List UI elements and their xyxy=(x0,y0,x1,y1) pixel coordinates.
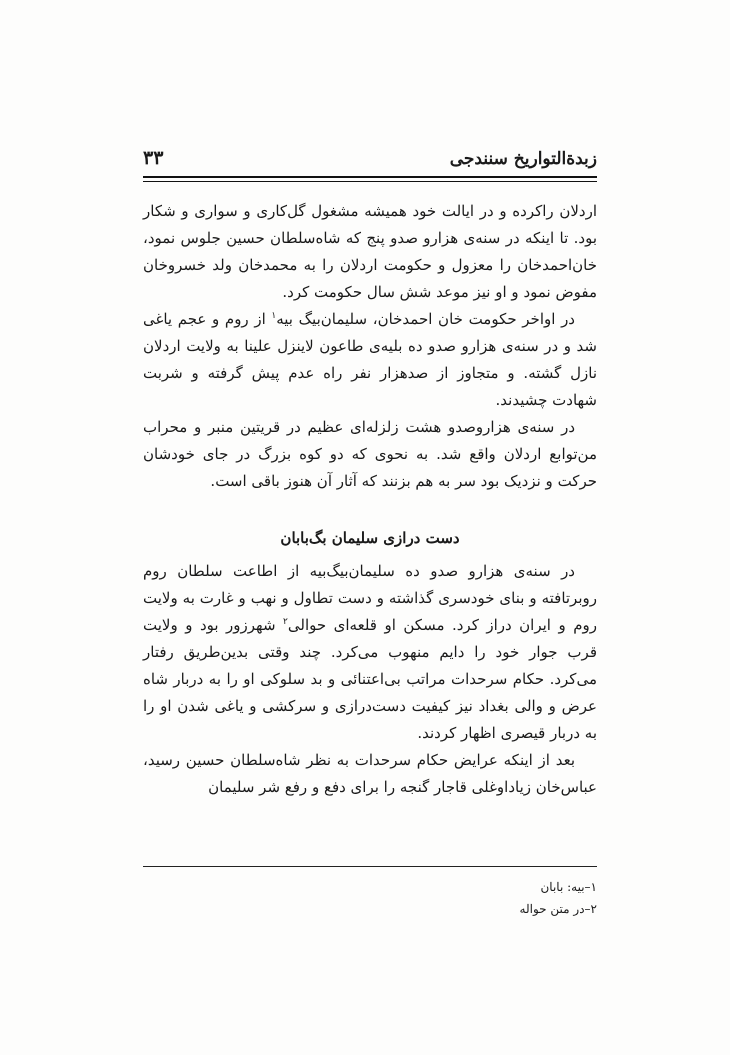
paragraph-4 xyxy=(143,558,597,747)
footnote-ref-1: ۱ xyxy=(271,311,277,321)
paragraph-2 xyxy=(143,306,597,414)
footnote-rule xyxy=(143,866,597,867)
paragraph-2-part-b: از روم و عجم یاغی شد و در سنه‌ی هزارو صدو ده بلیه‌ی طاعون لاینزل علینا به ولایت اردلان نازل گشته. و متجاوز از صدهزار نفر راه عدم پیش گرفته و شربت شهادت چشیدند. xyxy=(143,310,597,409)
footnote-2: ۲–در متن حواله xyxy=(519,902,597,916)
paragraph-5: بعد از اینکه عرایض حکام سرحدات به نظر شاه‌سلطان حسین رسید، عباس‌خان زیاداوغلی قاجار گنجه را برای دفع و رفع شر سلیمان xyxy=(143,751,597,796)
footnotes xyxy=(143,876,597,920)
page-number: ۳۳ xyxy=(143,147,164,169)
paragraph-4-part-b: شهرزور بود و ولایت قرب جوار خود را دایم منهوب می‌کرد. چند وقتی بدین‌طریق رفتار می‌کرد. حکام سرحدات مراتب بی‌اعتنائی و بد سلوکی او را به دربار شاه عرض و والی بغداد نیز کیفیت دست‌درازی و سرکشی و یاغی شدن او را به دربار قیصری اظهار کردند. xyxy=(143,616,597,742)
footnote-1: ۱–بیه: بابان xyxy=(540,880,597,894)
paragraph-1: اردلان راکرده و در ایالت خود همیشه مشغول گل‌کاری و سواری و شکار بود. تا اینکه در سنه‌ی هزارو صدو پنج که شاه‌سلطان حسین جلوس نمود، خان‌احمدخان را معزول و حکومت اردلان را به محمدخان ولد خسروخان مفوض نمود و او نیز موعد شش سال حکومت کرد. xyxy=(143,202,597,301)
paragraph-4-part-a: در سنه‌ی هزارو صدو ده سلیمان‌بیگ‌بیه از اطاعت سلطان روم روبرتافته و بنای خودسری گذاشته و دست تطاول و نهب و غارت به ولایت روم و ایران دراز کرد. مسکن او قلعه‌ای حوالی xyxy=(143,562,597,634)
footnote-ref-2: ۲ xyxy=(283,617,288,627)
section-heading: دست درازی سلیمان بگ‌بابان xyxy=(280,529,460,547)
header-rule-thin xyxy=(143,181,597,182)
paragraph-3: در سنه‌ی هزاروصدو هشت زلزله‌ای عظیم در قریتین منبر و محراب من‌توابع اردلان واقع شد. به نحوی که دو کوه بزرگ در جای خودشان حرکت و نزدیک بود سر به هم بزنند که آثار آن هنوز باقی است. xyxy=(143,418,597,490)
header-rule-thick xyxy=(143,176,597,178)
body-text xyxy=(143,198,597,801)
running-title: زبدةالتواریخ سنندجی xyxy=(449,149,597,169)
paragraph-2-part-a: در اواخر حکومت خان احمدخان، سلیمان‌بیگ بیه xyxy=(276,310,575,328)
page-header xyxy=(143,147,597,175)
